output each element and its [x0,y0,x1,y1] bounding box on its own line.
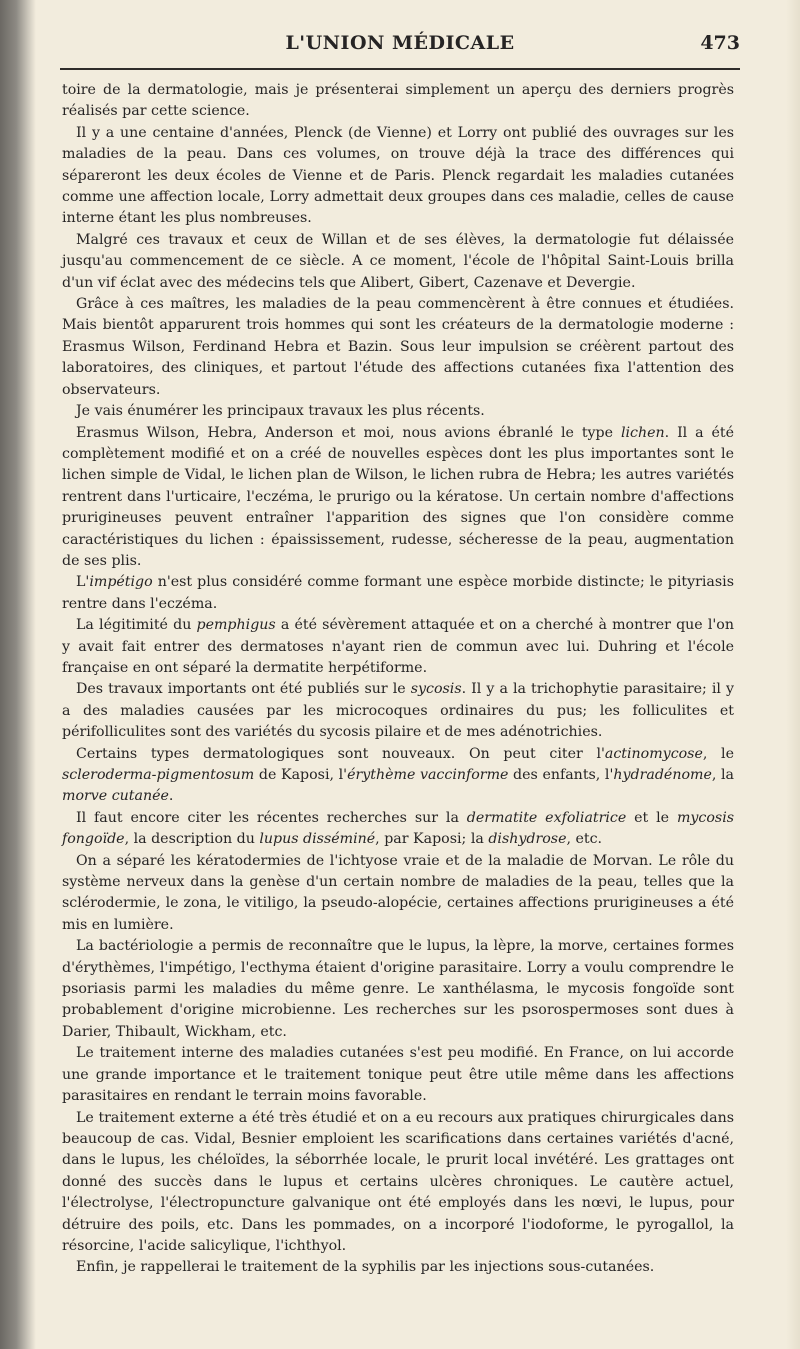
text-run: Le traitement interne des maladies cutanées s'est peu modifié. En France, on lui accorde une grande importance et le traitement tonique peut être utile même dans les affections parasitaires en rendant le terrain moins favorable. [62,1045,734,1105]
paragraph [62,1043,734,1107]
paragraph [62,423,734,573]
text-run: . Il y a la trichophytie parasitaire; il y a des maladies causées par les microcoques ordinaires du pus; les folliculites et périfolliculites sont des variétés du sycosis pilaire et de mes adénotrichies. [62,681,734,741]
text-run: Je vais énumérer les principaux travaux les plus récents. [76,403,485,420]
text-run: . Il a été complètement modifié et on a créé de nouvelles espèces dont les plus importantes sont le lichen simple de Vidal, le lichen plan de Wilson, le lichen rubra de Hebra; les autres variétés rentrent dans l'urticaire, l'eczéma, le prurigo ou la kératose. Un certain nombre d'affections prurigineuses peuvent entraîner l'apparition des signes que l'on considère comme caractéristiques du lichen : épaississement, rudesse, sécheresse de la peau, augmentation de ses plis. [62,424,734,569]
text-run: La bactériologie a permis de reconnaître que le lupus, la lèpre, la morve, certaines formes d'érythèmes, l'impétigo, l'ecthyma étaient d'origine parasitaire. Lorry a voulu comprendre le psoriasis parmi les maladies du même genre. Le xanthélasma, le mycosis fongoïde sont probablement d'origine microbienne. Les recherches sur les psorospermoses sont dues à Darier, Thibault, Wickham, etc. [62,938,734,1040]
paragraph [62,572,734,615]
text-run: Certains types dermatologiques sont nouveaux. On peut citer l' [76,745,605,762]
paragraph [62,230,734,294]
text-run: Malgré ces travaux et ceux de Willan et de ses élèves, la dermatologie fut délaissée jusqu'au commencement de ce siècle. A ce moment, l'école de l'hôpital Saint-Louis brilla d'un vif éclat avec des médecins tels que Alibert, Gibert, Cazenave et Devergie. [62,231,734,291]
paragraph [62,615,734,679]
running-title: L'UNION MÉDICALE [285,32,515,54]
page-number: 473 [700,32,740,54]
text-run: L' [76,574,90,591]
text-run: . [168,788,174,805]
italic-term: morve cutanée [62,788,169,805]
text-run: On a séparé les kératodermies de l'ichtyose vraie et de la maladie de Morvan. Le rôle du système nerveux dans la genèse d'un certain nombre de maladies de la peau, telles que la sclérodermie, le zona, le vitiligo, la pseudo-alopécie, certaines affections prurigineuses a été mis en lumière. [62,852,734,933]
italic-term: scleroderma-pigmentosum [62,767,255,783]
paragraph [62,123,734,230]
page-edge [786,0,800,1349]
text-run: toire de la dermatologie, mais je présenterai simplement un aperçu des derniers progrès réalisés par cette science. [62,82,734,120]
text-run: , etc. [566,831,603,848]
paragraph [62,808,734,851]
paragraph [62,1257,734,1278]
italic-term: hydradénome [613,767,712,783]
italic-term: dermatite exfoliatrice [466,809,627,826]
paragraph [62,80,734,123]
body-text [62,80,734,1279]
paragraph [62,1108,734,1258]
text-run: , par Kaposi; la [375,831,489,848]
italic-term: pemphigus [196,617,276,634]
paragraph [62,294,734,401]
italic-term: mycosis fongoïde [62,809,735,848]
text-run: Enfin, je rappellerai le traitement de la syphilis par les injections sous-cutanées. [76,1259,655,1276]
italic-term: impétigo [89,574,153,591]
text-run: Erasmus Wilson, Hebra, Anderson et moi, nous avions ébranlé le type [76,424,621,441]
header-rule [60,68,740,70]
text-run: , le [702,745,734,762]
text-run: de Kaposi, l' [254,767,348,783]
text-run: n'est plus considéré comme formant une espèce morbide distincte; le pityriasis rentre dans l'eczéma. [62,574,734,612]
text-run: Le traitement externe a été très étudié et on a eu recours aux pratiques chirurgicales dans beaucoup de cas. Vidal, Besnier emploient les scarifications dans certaines variétés d'acné, dans le lupus, les chéloïdes, la séborrhée locale, le prurit local invétéré. Les grattages ont donné des succès dans le lupus et certains ulcères chroniques. Le cautère actuel, l'électrolyse, l'électropuncture galvanique ont été employés dans les nœvi, le lupus, pour détruire des poils, etc. Dans les pommades, on a incorporé l'iodoforme, le pyrogallol, la résorcine, l'acide salicylique, l'ichthyol. [62,1109,734,1254]
paragraph [62,936,734,1043]
text-run: La légitimité du [76,617,197,634]
text-run: Il faut encore citer les récentes recherches sur la [76,809,467,826]
italic-term: actinomycose [604,745,703,762]
italic-term: sycosis [410,681,462,698]
paragraph [62,744,734,808]
text-run: , la description du [124,831,260,848]
paragraph [62,679,734,743]
italic-term: érythème vaccinforme [347,767,509,783]
italic-term: dishydrose [488,831,567,848]
text-run: a été sévèrement attaquée et on a cherché à montrer que l'on y avait fait entrer des dermatoses n'ayant rien de commun avec lui. Duhring et l'école française en ont séparé la dermatite herpétiforme. [62,617,734,676]
book-spine-shadow [0,0,36,1349]
page-header [60,32,740,62]
text-run: Il y a une centaine d'années, Plenck (de Vienne) et Lorry ont publié des ouvrages sur les maladies de la peau. Dans ces volumes, on trouve déjà la trace des différences qui sépareront les deux écoles de Vienne et de Paris. Plenck regardait les maladies cutanées comme une affection locale, Lorry admettait deux groupes dans ces maladie, celles de cause interne étant les plus nombreuses. [62,124,734,227]
paragraph [62,401,734,422]
text-run: des enfants, l' [508,767,614,783]
text-run: Des travaux importants ont été publiés sur le [76,681,411,698]
text-run: et le [626,809,677,826]
italic-term: lupus disséminé [259,831,376,848]
paragraph [62,851,734,937]
text-run: Grâce à ces maîtres, les maladies de la peau commencèrent à être connues et étudiées. Mais bientôt apparurent trois hommes qui sont les créateurs de la dermatologie moderne : Erasmus Wilson, Ferdinand Hebra et Bazin. Sous leur impulsion se créèrent partout des laboratoires, des cliniques, et partout l'étude des affections cutanées fixa l'attention des observateurs. [62,296,734,398]
text-run: , la [711,767,734,783]
italic-term: lichen [620,424,665,441]
